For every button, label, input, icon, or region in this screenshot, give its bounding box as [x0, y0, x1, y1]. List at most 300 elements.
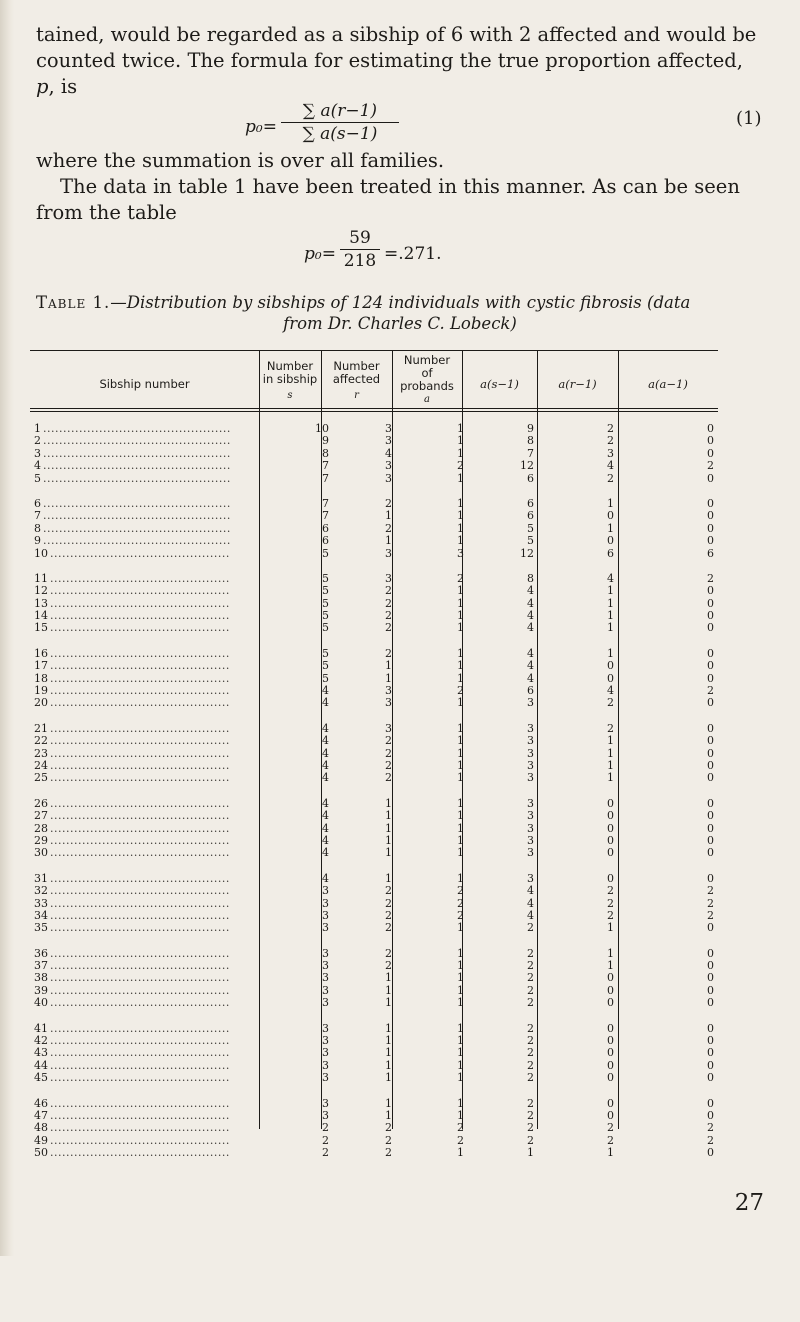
- cell-a-r-minus-1: 3: [607, 446, 614, 460]
- table-row: [30, 1135, 718, 1147]
- cell-a-s-minus-1: 3: [527, 746, 534, 760]
- cell-number-of-probands: 1: [457, 521, 464, 535]
- cell-number-affected: 1: [385, 871, 392, 885]
- table-row: [30, 910, 718, 922]
- cell-a-a-minus-1: 0: [707, 422, 714, 435]
- cell-a-s-minus-1: 2: [527, 983, 534, 997]
- cell-number-affected: 2: [385, 771, 392, 785]
- cell-number-in-sibship: 4: [322, 796, 329, 810]
- cell-number-affected: 1: [385, 821, 392, 835]
- table-caption-line1: —Distribution by sibships of 124 individuals with cystic fibrosis (data: [110, 293, 691, 312]
- table-row: [30, 473, 718, 485]
- table-row: [30, 1110, 718, 1122]
- cell-a-a-minus-1: 0: [707, 821, 714, 835]
- cell-a-s-minus-1: 2: [527, 1021, 534, 1035]
- cell-a-s-minus-1: 4: [527, 884, 534, 898]
- cell-sibship-number: 19 .....: [34, 685, 230, 697]
- cell-number-of-probands: 1: [457, 871, 464, 885]
- cell-a-r-minus-1: 4: [607, 459, 614, 473]
- paragraph-line-summation: where the summation is over all families.: [36, 149, 445, 172]
- cell-a-r-minus-1: 6: [607, 546, 614, 560]
- cell-sibship-number: 40 .....: [34, 997, 230, 1009]
- cell-a-s-minus-1: 3: [527, 758, 534, 772]
- cell-a-s-minus-1: 2: [527, 1058, 534, 1072]
- table-row: [30, 598, 718, 610]
- cell-sibship-number: 49 .....: [34, 1135, 230, 1147]
- cell-number-in-sibship: 3: [322, 921, 329, 935]
- cell-sibship-number: 5 .....: [34, 473, 230, 485]
- cell-number-in-sibship: 4: [322, 696, 329, 710]
- cell-number-of-probands: 2: [457, 1121, 464, 1135]
- cell-a-a-minus-1: 0: [707, 959, 714, 973]
- cell-a-s-minus-1: 2: [527, 996, 534, 1010]
- table-row-group: [30, 798, 718, 860]
- cell-a-r-minus-1: 0: [607, 1108, 614, 1122]
- table-row: [30, 772, 718, 784]
- cell-number-affected: 1: [385, 1021, 392, 1035]
- cell-number-in-sibship: 6: [322, 521, 329, 535]
- table-row: [30, 648, 718, 660]
- cell-number-affected: 2: [385, 758, 392, 772]
- cell-sibship-number: 4 .....: [34, 460, 230, 472]
- cell-number-in-sibship: 4: [322, 758, 329, 772]
- table-row: [30, 1072, 718, 1084]
- cell-number-of-probands: 1: [457, 921, 464, 935]
- table-row: [30, 798, 718, 810]
- table-row: [30, 1147, 718, 1159]
- formula-1-numerator: ∑ a(r−1): [302, 101, 378, 121]
- cell-a-a-minus-1: 0: [707, 584, 714, 598]
- cell-a-r-minus-1: 2: [607, 884, 614, 898]
- cell-a-r-minus-1: 4: [607, 684, 614, 698]
- cell-sibship-number: 44 .....: [34, 1060, 230, 1072]
- cell-number-affected: 3: [385, 684, 392, 698]
- cell-number-of-probands: 1: [457, 471, 464, 485]
- paragraph-text: tained, would be regarded as a sibship of 6 with 2 affected and would be counted twice. The formula for estimating the true proportion affected,: [36, 23, 757, 72]
- table-row: [30, 610, 718, 622]
- header-symbol-s: s: [287, 390, 293, 401]
- cell-number-in-sibship: 5: [322, 646, 329, 660]
- cell-sibship-number: 35 .....: [34, 922, 230, 934]
- cell-a-s-minus-1: 2: [527, 1034, 534, 1048]
- cell-number-of-probands: 1: [457, 946, 464, 960]
- table-row-group: [30, 648, 718, 710]
- cell-number-of-probands: 1: [457, 796, 464, 810]
- cell-a-a-minus-1: 0: [707, 983, 714, 997]
- paragraph-continuation: [36, 22, 764, 100]
- cell-a-r-minus-1: 1: [607, 959, 614, 973]
- cell-number-in-sibship: 3: [322, 1021, 329, 1035]
- cell-number-in-sibship: 3: [322, 971, 329, 985]
- cell-sibship-number: 2 .....: [34, 435, 230, 447]
- cell-a-r-minus-1: 0: [607, 871, 614, 885]
- table-row: [30, 697, 718, 709]
- table-row: [30, 835, 718, 847]
- cell-number-affected: 3: [385, 434, 392, 448]
- cell-number-affected: 1: [385, 534, 392, 548]
- cell-a-r-minus-1: 0: [607, 833, 614, 847]
- cell-number-in-sibship: 3: [322, 946, 329, 960]
- cell-a-a-minus-1: 0: [707, 796, 714, 810]
- header-number-of-probands: Number of probands a: [392, 354, 462, 406]
- cell-sibship-number: 24 .....: [34, 760, 230, 772]
- cell-sibship-number: 37 .....: [34, 960, 230, 972]
- cell-a-a-minus-1: 0: [707, 434, 714, 448]
- cell-a-a-minus-1: 0: [707, 721, 714, 735]
- cell-number-in-sibship: 4: [322, 821, 329, 835]
- cell-a-a-minus-1: 0: [707, 534, 714, 548]
- cell-a-a-minus-1: 0: [707, 846, 714, 860]
- table-row-group: [30, 498, 718, 560]
- cell-a-a-minus-1: 2: [707, 908, 714, 922]
- table-row: [30, 573, 718, 585]
- cell-a-s-minus-1: 3: [527, 696, 534, 710]
- table-row: [30, 972, 718, 984]
- cell-number-of-probands: 2: [457, 459, 464, 473]
- header-sibship-number: Sibship number: [99, 377, 190, 391]
- cell-a-r-minus-1: 0: [607, 846, 614, 860]
- cell-number-of-probands: 1: [457, 609, 464, 623]
- cell-a-r-minus-1: 1: [607, 758, 614, 772]
- cell-sibship-number: 30 .....: [34, 847, 230, 859]
- cell-number-of-probands: 1: [457, 809, 464, 823]
- cell-number-in-sibship: 3: [322, 1108, 329, 1122]
- table-row: [30, 823, 718, 835]
- cell-a-s-minus-1: 3: [527, 833, 534, 847]
- cell-a-s-minus-1: 8: [527, 434, 534, 448]
- cell-number-in-sibship: 4: [322, 746, 329, 760]
- table-row: [30, 460, 718, 472]
- header-number-affected: Number affected r: [321, 360, 392, 402]
- cell-number-in-sibship: 3: [322, 1046, 329, 1060]
- table-row: [30, 498, 718, 510]
- cell-a-s-minus-1: 6: [527, 471, 534, 485]
- cell-a-s-minus-1: 2: [527, 1133, 534, 1147]
- table-row: [30, 523, 718, 535]
- cell-a-s-minus-1: 8: [527, 571, 534, 585]
- cell-a-r-minus-1: 2: [607, 908, 614, 922]
- table-row: [30, 985, 718, 997]
- cell-number-in-sibship: 4: [322, 846, 329, 860]
- cell-sibship-number: 15 .....: [34, 622, 230, 634]
- cell-number-affected: 3: [385, 571, 392, 585]
- cell-a-s-minus-1: 2: [527, 946, 534, 960]
- cell-a-s-minus-1: 6: [527, 496, 534, 510]
- cell-number-of-probands: 1: [457, 1108, 464, 1122]
- cell-sibship-number: 34 .....: [34, 910, 230, 922]
- cell-number-affected: 4: [385, 446, 392, 460]
- cell-a-r-minus-1: 1: [607, 734, 614, 748]
- cell-a-s-minus-1: 2: [527, 959, 534, 973]
- header-a-r-minus-1: a(r−1): [558, 377, 597, 391]
- cell-a-s-minus-1: 3: [527, 796, 534, 810]
- cell-sibship-number: 43 .....: [34, 1047, 230, 1059]
- cell-sibship-number: 22 .....: [34, 735, 230, 747]
- cell-a-a-minus-1: 0: [707, 1034, 714, 1048]
- cell-number-affected: 3: [385, 471, 392, 485]
- table-row: [30, 1047, 718, 1059]
- table-row: [30, 723, 718, 735]
- cell-number-in-sibship: 6: [322, 534, 329, 548]
- cell-a-a-minus-1: 2: [707, 459, 714, 473]
- cell-number-in-sibship: 3: [322, 1096, 329, 1110]
- cell-a-s-minus-1: 2: [527, 1071, 534, 1085]
- cell-number-of-probands: 1: [457, 771, 464, 785]
- table-row: [30, 898, 718, 910]
- cell-number-affected: 2: [385, 1146, 392, 1160]
- cell-number-affected: 2: [385, 1133, 392, 1147]
- cell-number-affected: 1: [385, 1108, 392, 1122]
- cell-a-r-minus-1: 1: [607, 746, 614, 760]
- cell-a-r-minus-1: 1: [607, 921, 614, 935]
- table-row: [30, 847, 718, 859]
- cell-a-s-minus-1: 3: [527, 771, 534, 785]
- table-body: [30, 423, 718, 1173]
- cell-sibship-number: 27 .....: [34, 810, 230, 822]
- cell-number-affected: 3: [385, 546, 392, 560]
- table-top-rule: [30, 350, 718, 351]
- table-row: [30, 1035, 718, 1047]
- cell-a-a-minus-1: 0: [707, 696, 714, 710]
- cell-a-s-minus-1: 4: [527, 584, 534, 598]
- table-row-group: [30, 873, 718, 935]
- cell-a-a-minus-1: 0: [707, 758, 714, 772]
- cell-a-r-minus-1: 2: [607, 1133, 614, 1147]
- cell-a-a-minus-1: 0: [707, 771, 714, 785]
- cell-number-in-sibship: 10: [315, 422, 329, 435]
- cell-sibship-number: 23 .....: [34, 748, 230, 760]
- cell-number-of-probands: 3: [457, 546, 464, 560]
- cell-a-s-minus-1: 5: [527, 534, 534, 548]
- cell-number-affected: 2: [385, 1121, 392, 1135]
- cell-a-r-minus-1: 1: [607, 609, 614, 623]
- header-symbol-r: r: [354, 390, 359, 401]
- equation-number: (1): [736, 108, 762, 129]
- cell-number-affected: 2: [385, 621, 392, 635]
- cell-a-s-minus-1: 9: [527, 422, 534, 435]
- cell-number-in-sibship: 5: [322, 659, 329, 673]
- cell-a-a-minus-1: 0: [707, 671, 714, 685]
- cell-number-affected: 3: [385, 459, 392, 473]
- cell-a-a-minus-1: 0: [707, 596, 714, 610]
- cell-sibship-number: 38 .....: [34, 972, 230, 984]
- cell-a-s-minus-1: 4: [527, 609, 534, 623]
- cell-sibship-number: 17 .....: [34, 660, 230, 672]
- cell-number-affected: 2: [385, 908, 392, 922]
- cell-sibship-number: 50 .....: [34, 1147, 230, 1159]
- cell-number-in-sibship: 2: [322, 1121, 329, 1135]
- cell-a-a-minus-1: 0: [707, 1046, 714, 1060]
- cell-a-s-minus-1: 12: [520, 459, 534, 473]
- cell-a-a-minus-1: 0: [707, 946, 714, 960]
- cell-a-s-minus-1: 4: [527, 596, 534, 610]
- cell-number-affected: 2: [385, 896, 392, 910]
- cell-number-in-sibship: 4: [322, 684, 329, 698]
- cell-a-a-minus-1: 2: [707, 884, 714, 898]
- table-row: [30, 1023, 718, 1035]
- table-caption: [36, 292, 764, 334]
- table-header-rule: [30, 408, 718, 409]
- cell-sibship-number: 20 .....: [34, 697, 230, 709]
- cell-number-of-probands: 1: [457, 434, 464, 448]
- cell-number-affected: 1: [385, 971, 392, 985]
- cell-number-in-sibship: 8: [322, 446, 329, 460]
- cell-number-in-sibship: 3: [322, 884, 329, 898]
- cell-a-r-minus-1: 0: [607, 971, 614, 985]
- table-row: [30, 510, 718, 522]
- cell-number-of-probands: 1: [457, 734, 464, 748]
- cell-a-s-minus-1: 3: [527, 846, 534, 860]
- cell-a-r-minus-1: 1: [607, 646, 614, 660]
- data-table: [30, 350, 766, 1322]
- cell-number-of-probands: 1: [457, 596, 464, 610]
- table-row: [30, 997, 718, 1009]
- cell-sibship-number: 14 .....: [34, 610, 230, 622]
- cell-number-in-sibship: 5: [322, 621, 329, 635]
- cell-number-of-probands: 1: [457, 696, 464, 710]
- cell-a-a-minus-1: 0: [707, 809, 714, 823]
- cell-number-affected: 1: [385, 1046, 392, 1060]
- cell-number-of-probands: 1: [457, 983, 464, 997]
- cell-a-s-minus-1: 6: [527, 684, 534, 698]
- table-row: [30, 873, 718, 885]
- cell-a-s-minus-1: 3: [527, 809, 534, 823]
- cell-a-s-minus-1: 2: [527, 1046, 534, 1060]
- cell-a-r-minus-1: 1: [607, 521, 614, 535]
- cell-a-a-minus-1: 0: [707, 521, 714, 535]
- cell-sibship-number: 9 .....: [34, 535, 230, 547]
- formula-2-rhs: =.271.: [384, 244, 442, 264]
- cell-sibship-number: 16 .....: [34, 648, 230, 660]
- cell-a-r-minus-1: 1: [607, 584, 614, 598]
- cell-number-of-probands: 1: [457, 746, 464, 760]
- cell-a-r-minus-1: 0: [607, 796, 614, 810]
- cell-number-of-probands: 2: [457, 896, 464, 910]
- cell-number-of-probands: 1: [457, 671, 464, 685]
- cell-number-of-probands: 1: [457, 1146, 464, 1160]
- cell-a-s-minus-1: 4: [527, 896, 534, 910]
- cell-number-of-probands: 1: [457, 721, 464, 735]
- table-caption-label: Table 1.: [36, 293, 111, 312]
- cell-number-in-sibship: 3: [322, 996, 329, 1010]
- cell-sibship-number: 18 .....: [34, 673, 230, 685]
- formula-2-denominator: 218: [343, 251, 377, 271]
- cell-a-r-minus-1: 0: [607, 1021, 614, 1035]
- table-row: [30, 1122, 718, 1134]
- cell-a-a-minus-1: 0: [707, 1058, 714, 1072]
- cell-a-a-minus-1: 0: [707, 1146, 714, 1160]
- cell-a-s-minus-1: 12: [520, 546, 534, 560]
- cell-a-r-minus-1: 0: [607, 1034, 614, 1048]
- cell-number-affected: 1: [385, 659, 392, 673]
- cell-a-r-minus-1: 1: [607, 771, 614, 785]
- cell-a-r-minus-1: 2: [607, 696, 614, 710]
- cell-a-a-minus-1: 0: [707, 833, 714, 847]
- cell-number-in-sibship: 3: [322, 908, 329, 922]
- cell-a-r-minus-1: 1: [607, 621, 614, 635]
- cell-a-a-minus-1: 0: [707, 921, 714, 935]
- cell-number-of-probands: 1: [457, 534, 464, 548]
- table-row: [30, 735, 718, 747]
- cell-a-r-minus-1: 2: [607, 422, 614, 435]
- cell-a-r-minus-1: 2: [607, 1121, 614, 1135]
- table-row: [30, 435, 718, 447]
- cell-a-s-minus-1: 2: [527, 1121, 534, 1135]
- cell-a-r-minus-1: 2: [607, 434, 614, 448]
- cell-number-affected: 2: [385, 746, 392, 760]
- cell-a-a-minus-1: 2: [707, 684, 714, 698]
- cell-a-a-minus-1: 0: [707, 1071, 714, 1085]
- cell-sibship-number: 12 .....: [34, 585, 230, 597]
- table-row-group: [30, 1098, 718, 1160]
- cell-a-a-minus-1: 2: [707, 896, 714, 910]
- cell-a-a-minus-1: 0: [707, 621, 714, 635]
- cell-a-a-minus-1: 0: [707, 871, 714, 885]
- cell-number-in-sibship: 7: [322, 496, 329, 510]
- cell-number-affected: 1: [385, 833, 392, 847]
- cell-number-in-sibship: 3: [322, 896, 329, 910]
- cell-number-affected: 2: [385, 521, 392, 535]
- table-row: [30, 760, 718, 772]
- table-row: [30, 660, 718, 672]
- cell-number-affected: 1: [385, 1096, 392, 1110]
- cell-a-s-minus-1: 3: [527, 734, 534, 748]
- cell-a-a-minus-1: 0: [707, 746, 714, 760]
- cell-a-a-minus-1: 0: [707, 659, 714, 673]
- cell-number-of-probands: 1: [457, 758, 464, 772]
- cell-number-of-probands: 1: [457, 1021, 464, 1035]
- cell-a-s-minus-1: 5: [527, 521, 534, 535]
- table-row: [30, 685, 718, 697]
- cell-number-of-probands: 1: [457, 1058, 464, 1072]
- cell-number-in-sibship: 3: [322, 959, 329, 973]
- cell-number-affected: 2: [385, 609, 392, 623]
- cell-number-in-sibship: 7: [322, 471, 329, 485]
- table-row: [30, 810, 718, 822]
- table-row-group: [30, 573, 718, 635]
- header-a-a-minus-1: a(a−1): [648, 377, 688, 391]
- paragraph-main: [36, 148, 764, 226]
- cell-number-in-sibship: 3: [322, 1058, 329, 1072]
- formula-1-lhs: p₀=: [245, 117, 277, 137]
- cell-number-of-probands: 1: [457, 821, 464, 835]
- cell-sibship-number: 29 .....: [34, 835, 230, 847]
- cell-number-in-sibship: 4: [322, 871, 329, 885]
- cell-number-affected: 3: [385, 721, 392, 735]
- cell-a-r-minus-1: 0: [607, 1046, 614, 1060]
- cell-a-s-minus-1: 4: [527, 908, 534, 922]
- cell-number-of-probands: 1: [457, 846, 464, 860]
- cell-sibship-number: 47 .....: [34, 1110, 230, 1122]
- cell-a-a-minus-1: 0: [707, 646, 714, 660]
- cell-a-r-minus-1: 0: [607, 534, 614, 548]
- cell-a-r-minus-1: 1: [607, 496, 614, 510]
- cell-a-r-minus-1: 0: [607, 809, 614, 823]
- cell-number-of-probands: 1: [457, 959, 464, 973]
- cell-number-of-probands: 2: [457, 908, 464, 922]
- cell-sibship-number: 3 .....: [34, 448, 230, 460]
- table-row: [30, 535, 718, 547]
- cell-number-in-sibship: 5: [322, 609, 329, 623]
- cell-a-s-minus-1: 2: [527, 1108, 534, 1122]
- table-row: [30, 922, 718, 934]
- cell-number-affected: 1: [385, 1058, 392, 1072]
- cell-a-a-minus-1: 0: [707, 996, 714, 1010]
- cell-number-of-probands: 1: [457, 1071, 464, 1085]
- cell-a-a-minus-1: 2: [707, 571, 714, 585]
- cell-a-r-minus-1: 0: [607, 671, 614, 685]
- cell-a-s-minus-1: 4: [527, 621, 534, 635]
